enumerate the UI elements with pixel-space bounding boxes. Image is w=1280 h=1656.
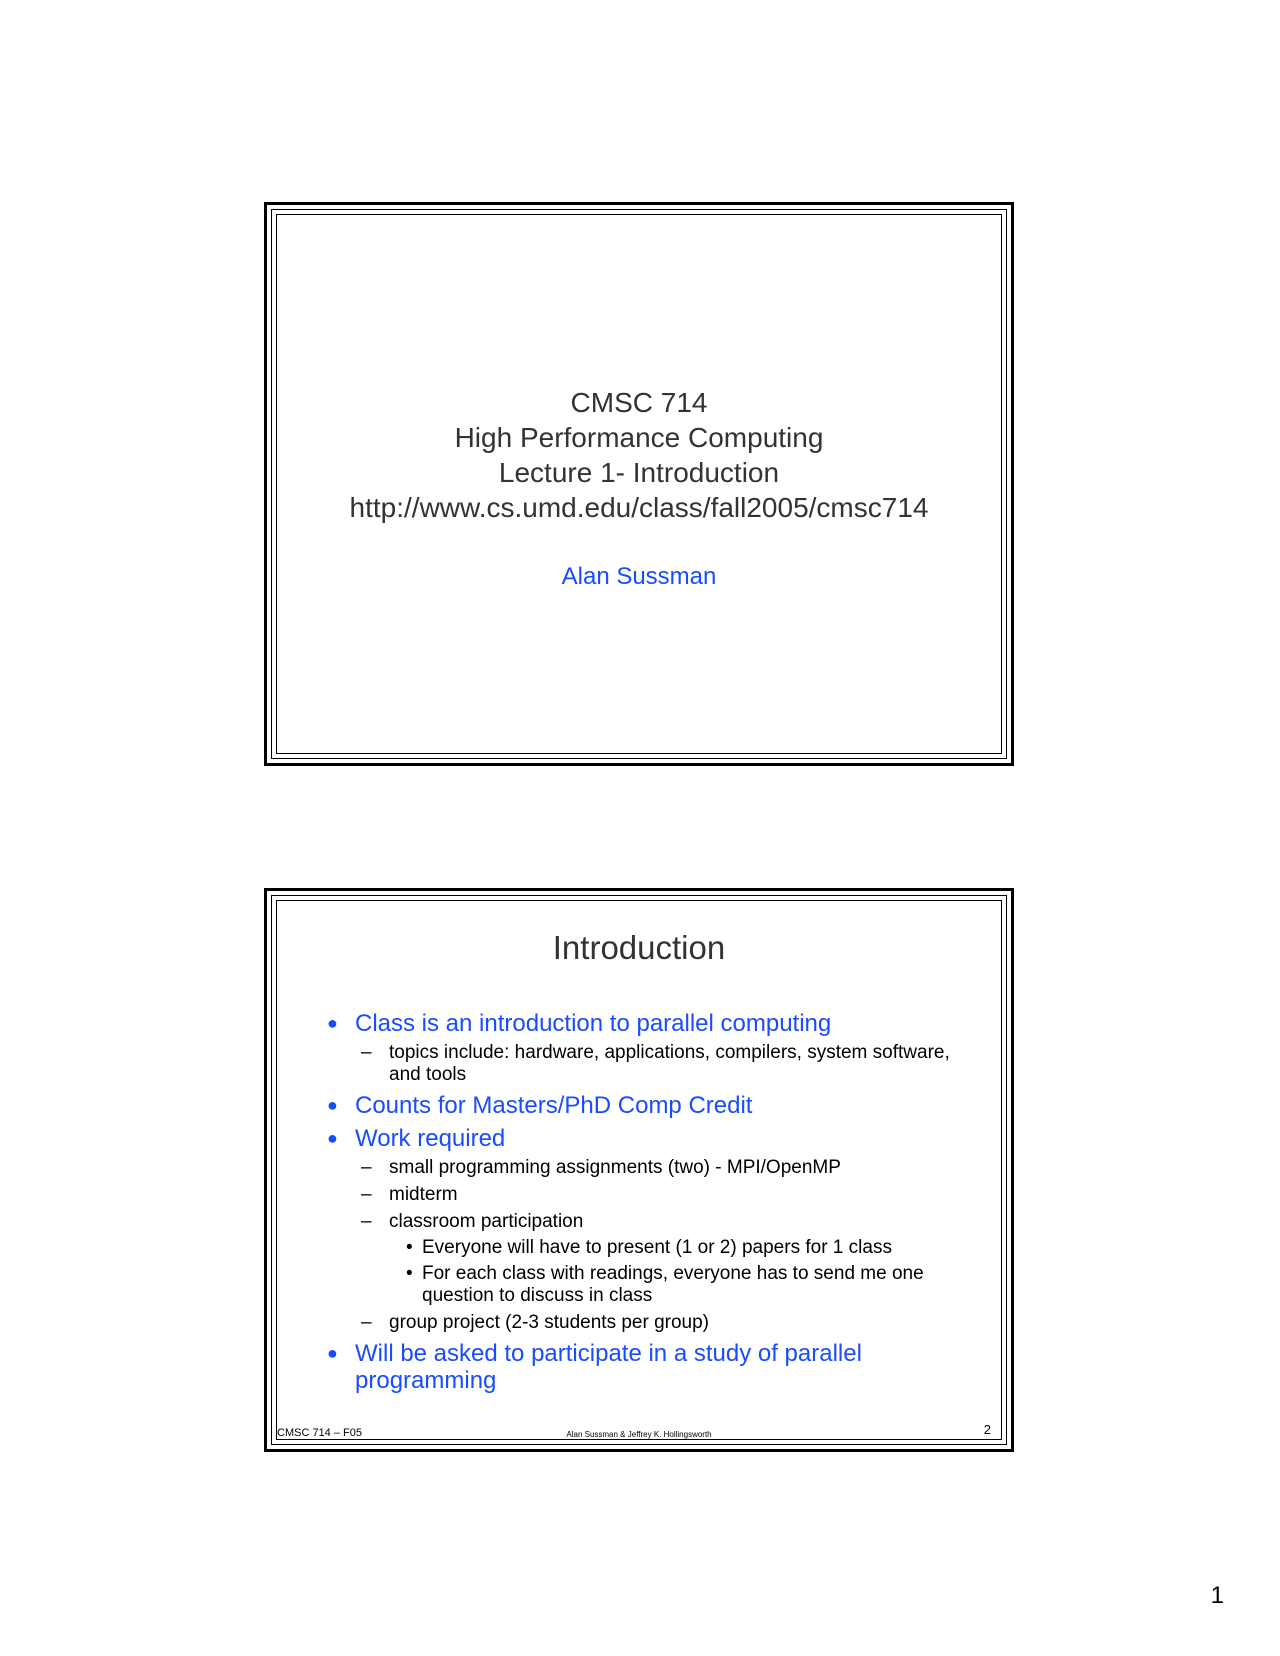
sub-item — [325, 1042, 971, 1086]
dash-icon: – — [361, 1042, 372, 1063]
sub-sub-item-text: Everyone will have to present (1 or 2) papers for 1 class — [422, 1237, 892, 1258]
bullet-text: Work required — [355, 1125, 506, 1152]
slide-1-inner-frame — [271, 209, 1007, 759]
sub-item — [325, 1211, 971, 1233]
lecture-title: Lecture 1- Introduction — [498, 457, 780, 488]
sub-item-text: topics include: hardware, applications, compilers, system software, and tools — [389, 1042, 950, 1085]
page-number: 1 — [1210, 1582, 1224, 1609]
dash-icon: – — [361, 1211, 372, 1232]
slide-2-title: Introduction — [552, 929, 726, 966]
bullet-icon: ● — [327, 1095, 338, 1115]
sub-item-text: group project (2-3 students per group) — [389, 1312, 710, 1333]
dash-icon: – — [361, 1157, 372, 1178]
course-name: High Performance Computing — [454, 422, 824, 453]
bullet-icon: ● — [327, 1128, 338, 1148]
sub-item-text: small programming assignments (two) - MPI/OpenMP — [389, 1157, 841, 1178]
slide-footer-authors: Alan Sussman & Jeffrey K. Hollingsworth — [566, 1430, 712, 1439]
bullet-text: Class is an introduction to parallel computing — [355, 1010, 832, 1037]
dot-icon: • — [406, 1263, 413, 1284]
bullet-text: Counts for Masters/PhD Comp Credit — [355, 1092, 753, 1119]
course-url: http://www.cs.umd.edu/class/fall2005/cmsc714 — [349, 492, 929, 523]
slide-2 — [264, 888, 1014, 1452]
sub-sub-item-text: For each class with readings, everyone has to send me one question to discuss in class — [422, 1263, 924, 1306]
sub-item — [325, 1184, 971, 1206]
bullet-text: Will be asked to participate in a study of parallel programming — [355, 1340, 862, 1394]
bullet-item — [325, 1125, 971, 1152]
author-name: Alan Sussman — [561, 563, 717, 590]
sub-item-text: classroom participation — [389, 1211, 584, 1232]
slide-2-content — [276, 900, 1002, 1440]
sub-item-text: midterm — [389, 1184, 458, 1205]
sub-sub-item — [325, 1263, 971, 1307]
bullet-icon: ● — [327, 1343, 338, 1363]
bullet-item — [325, 1340, 971, 1394]
bullet-icon: ● — [327, 1013, 338, 1033]
slide-footer-course: CMSC 714 – F05 — [277, 1427, 362, 1439]
slide-1-content — [276, 214, 1002, 754]
slide-1 — [264, 202, 1014, 766]
bullet-item — [325, 1092, 971, 1119]
slide-2-inner-frame — [271, 895, 1007, 1445]
bullet-item — [325, 1010, 971, 1037]
slide-2-bullet-list — [325, 1004, 971, 1394]
dash-icon: – — [361, 1312, 372, 1333]
slide-1-title-block — [277, 385, 1001, 525]
dash-icon: – — [361, 1184, 372, 1205]
sub-item — [325, 1312, 971, 1334]
sub-item — [325, 1157, 971, 1179]
dot-icon: • — [406, 1237, 413, 1258]
slide-number: 2 — [983, 1422, 991, 1437]
course-code: CMSC 714 — [570, 387, 708, 418]
sub-sub-item — [325, 1237, 971, 1259]
